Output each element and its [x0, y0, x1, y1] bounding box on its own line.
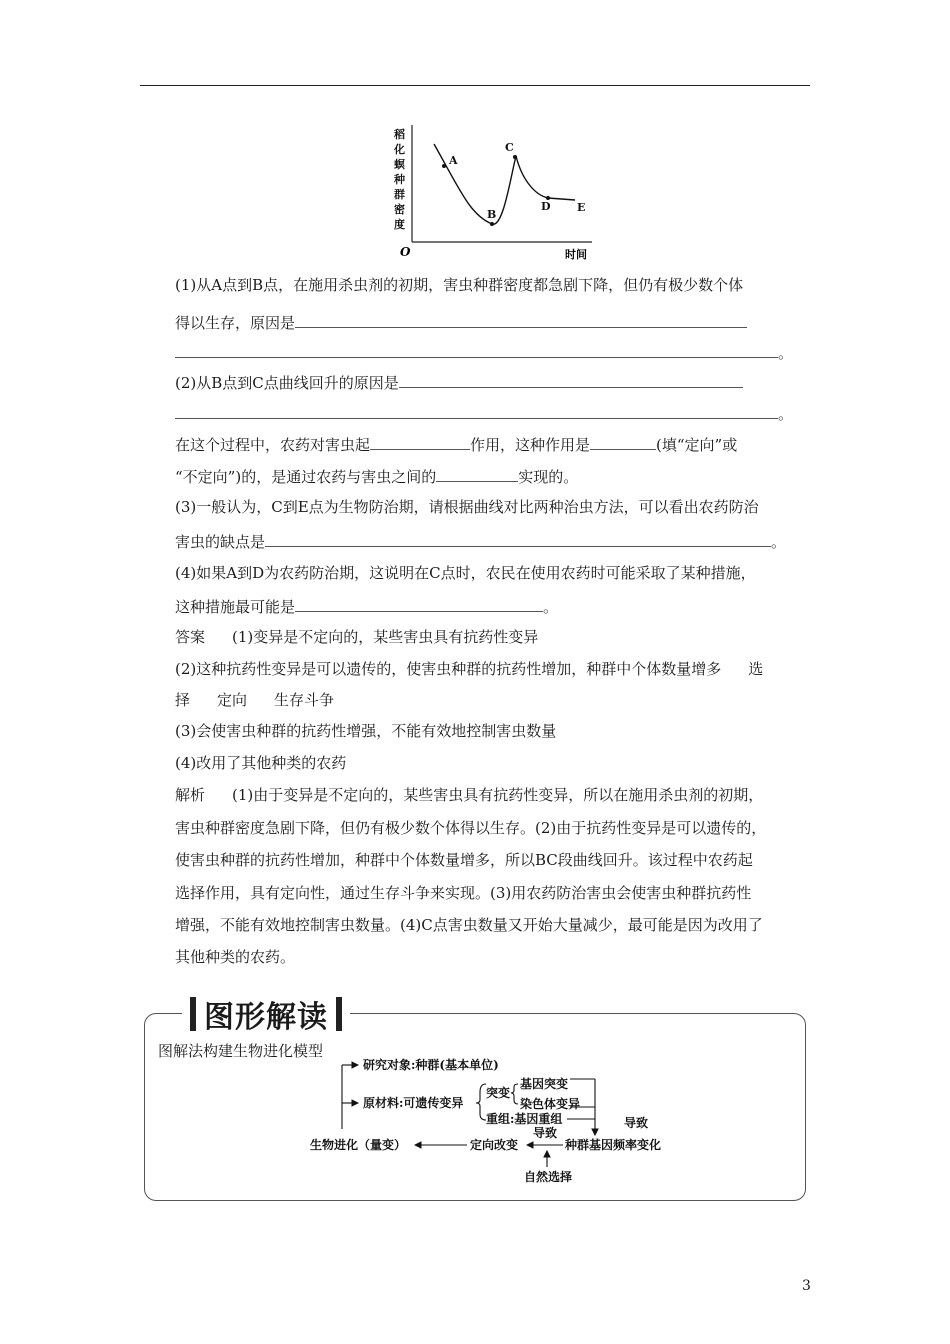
q2-line3-a: 在这个过程中，农药对害虫起 — [175, 436, 371, 454]
answer-2-word-c: 生存斗争 — [274, 691, 335, 709]
node-recombination: 重组:基因重组 — [486, 1112, 563, 1126]
q2-line4-a: “不定向”)的，是通过农药与害虫之间的 — [175, 468, 437, 486]
answer-2-line1: (2)这种抗药性变异是可以遗传的，使害虫种群的抗药性增加，种群中个体数量增多 — [175, 660, 722, 678]
q3-line2-text: 害虫的缺点是 — [175, 533, 266, 551]
label-b: B — [487, 208, 497, 221]
q2-line3-c: (填“定向”或 — [656, 436, 738, 454]
q4-blank[interactable] — [295, 595, 543, 612]
q2-end-mark: 。 — [778, 405, 794, 423]
answer-line3 — [175, 690, 334, 710]
label-leads-to-2: 导致 — [533, 1126, 558, 1140]
brace-variation — [476, 1084, 486, 1120]
q1-end-mark: 。 — [778, 344, 794, 362]
q2-line1-text: (2)从B点到C点曲线回升的原因是 — [175, 374, 399, 392]
header-bar-right — [336, 997, 342, 1031]
y-label-char: 种 — [394, 173, 405, 186]
y-label-char: 度 — [394, 218, 405, 231]
node-natural-selection: 自然选择 — [524, 1170, 573, 1184]
q2-blank-2[interactable] — [175, 402, 778, 419]
q1-line3 — [175, 341, 793, 363]
answer-2-tail: 选 — [748, 660, 764, 678]
origin-label: O — [400, 245, 411, 259]
node-raw-material: 原材料:可遗传变异 — [363, 1096, 464, 1110]
header-bar-left — [190, 997, 196, 1031]
q4-line2 — [175, 595, 558, 617]
q3-line1: (3)一般认为，C到E点为生物防治期，请根据曲线对比两种治虫方法，可以看出农药防治 — [175, 498, 759, 516]
evolution-model-diagram — [305, 1057, 685, 1192]
label-c: C — [505, 141, 514, 154]
q1-line1: (1)从A点到B点，在施用杀虫剂的初期，害虫种群密度都急剧下降，但仍有极少数个体 — [175, 276, 744, 294]
answer-label: 答案 — [175, 628, 206, 646]
point-b — [490, 222, 494, 226]
analysis-label: 解析 — [175, 786, 206, 804]
node-gene-mutation: 基因突变 — [520, 1077, 569, 1091]
node-research-object: 研究对象:种群(基本单位) — [363, 1058, 499, 1072]
q1-blank-2[interactable] — [175, 341, 778, 358]
q3-end-mark: 。 — [771, 533, 787, 551]
q2-line1 — [175, 371, 743, 393]
point-a — [442, 164, 446, 168]
q2-line3 — [175, 433, 737, 455]
q2-blank-4[interactable] — [590, 433, 656, 450]
q4-line1: (4)如果A到D为农药防治期，这说明在C点时，农民在使用农药时可能采取了某种措施， — [175, 564, 756, 582]
section-title: 图形解读 — [204, 1000, 328, 1035]
node-evolution: 生物进化（量变） — [310, 1138, 407, 1152]
y-label-char: 螟 — [394, 158, 405, 171]
q1-line2-text: 得以生存，原因是 — [175, 314, 296, 332]
label-e: E — [577, 201, 586, 214]
page-number: 3 — [802, 1278, 811, 1294]
y-label-char: 化 — [394, 143, 405, 156]
header-rule — [140, 85, 810, 86]
y-label-char: 密 — [394, 203, 405, 216]
q2-line3-b: 作用，这种作用是 — [470, 436, 591, 454]
section-header — [182, 993, 350, 1035]
q2-line2 — [175, 402, 793, 424]
label-d: D — [541, 200, 551, 213]
answer-line2 — [175, 659, 763, 679]
node-chromosome-variation: 染色体变异 — [520, 1097, 581, 1111]
node-mutation: 突变 — [486, 1086, 511, 1100]
answer-1: (1)变异是不定向的，某些害虫具有抗药性变异 — [232, 628, 539, 646]
analysis-line4: 选择作用，具有定向性，通过生存斗争来实现。(3)用农药防治害虫会使害虫种群抗药性 — [175, 884, 752, 902]
y-label-char: 稻 — [394, 128, 405, 141]
section-subtitle: 图解法构建生物进化模型 — [158, 1042, 324, 1060]
answer-2-word-a: 择 — [175, 691, 191, 709]
label-leads-to-1: 导致 — [624, 1116, 649, 1130]
analysis-line2: 害虫种群密度急剧下降，但仍有极少数个体得以生存。(2)由于抗药性变异是可以遗传的， — [175, 819, 767, 837]
answer-2-word-b: 定向 — [217, 691, 248, 709]
q2-blank-1[interactable] — [399, 371, 743, 388]
answer-line4: (3)会使害虫种群的抗药性增强，不能有效地控制害虫数量 — [175, 722, 557, 740]
analysis-text-1: (1)由于变异是不定向的，某些害虫具有抗药性变异，所以在施用杀虫剂的初期， — [232, 786, 764, 804]
answer-line1 — [175, 627, 538, 647]
q2-line4 — [175, 465, 578, 487]
answer-line5: (4)改用了其他种类的农药 — [175, 754, 347, 772]
brace-mutation — [511, 1084, 518, 1104]
analysis-line1 — [175, 785, 763, 805]
label-a: A — [449, 154, 458, 167]
x-axis-label: 时间 — [565, 248, 587, 261]
node-freq-change: 种群基因频率变化 — [565, 1138, 662, 1152]
analysis-line5: 增强，不能有效地控制害虫数量。(4)C点害虫数量又开始大量减少，最可能是因为改用了 — [175, 916, 763, 934]
q3-line2 — [175, 530, 786, 552]
analysis-line6: 其他种类的农药。 — [175, 948, 296, 966]
node-directional-change: 定向改变 — [470, 1138, 519, 1152]
q1-line2 — [175, 311, 747, 333]
q4-line2-text: 这种措施最可能是 — [175, 598, 296, 616]
q2-blank-5[interactable] — [436, 465, 518, 482]
point-c — [513, 155, 517, 159]
q2-line4-b: 实现的。 — [518, 468, 579, 486]
q4-end-mark: 。 — [543, 598, 559, 616]
analysis-line3: 使害虫种群的抗药性增加，种群中个体数量增多，所以BC段曲线回升。该过程中农药起 — [175, 851, 753, 869]
q3-blank[interactable] — [265, 530, 771, 547]
population-density-graph — [370, 120, 600, 262]
q1-blank-1[interactable] — [295, 311, 747, 328]
q2-blank-3[interactable] — [370, 433, 470, 450]
y-label-char: 群 — [394, 188, 405, 201]
